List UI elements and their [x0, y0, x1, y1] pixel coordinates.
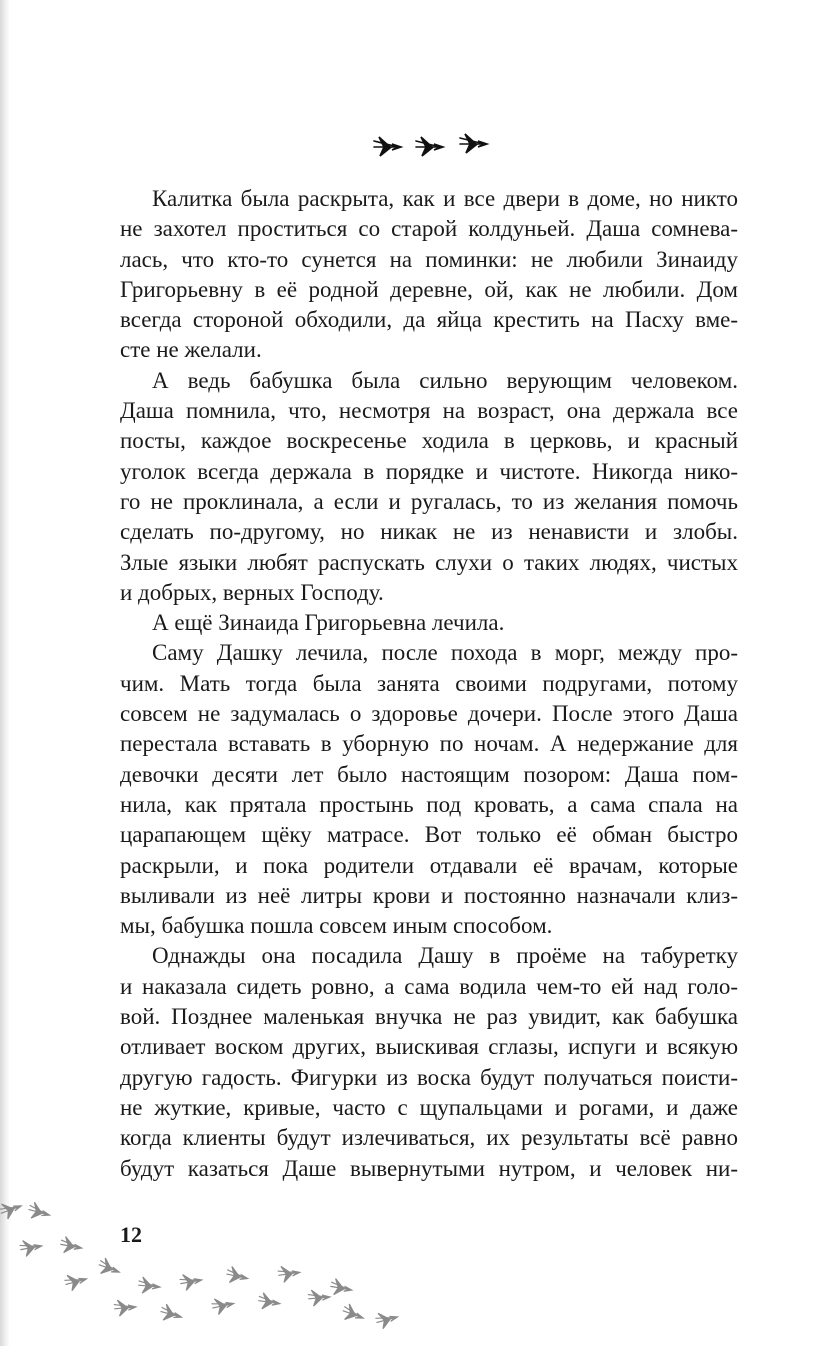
text-line: царапающем щёку матрасе. Вот только её обман быстро	[120, 822, 738, 848]
paragraph	[120, 366, 738, 608]
bird-icon	[211, 1295, 235, 1315]
text-line: го не проклинала, а если и ругалась, то из желания помочь	[120, 488, 738, 514]
text-line: всегда стороной обходили, да яйца крестить на Пасху вме-	[120, 307, 738, 333]
bird-icon	[329, 1278, 353, 1298]
chapter-ornament	[0, 126, 825, 166]
bird-flight-icon	[374, 137, 401, 156]
decorative-bird-flock	[0, 1190, 420, 1346]
bird-icon	[59, 1236, 83, 1256]
body-text	[120, 184, 738, 1184]
page-number: 12	[120, 1222, 142, 1247]
bird-icon	[19, 1238, 43, 1258]
text-line: когда клиенты будут излечиваться, их результаты всё равно	[120, 1125, 738, 1151]
bird-icon	[179, 1272, 203, 1292]
text-line: Даша помнила, что, несмотря на возраст, она держала все	[120, 398, 738, 424]
text-line: не захотел проститься со старой колдуньей. Даша сомнева-	[120, 216, 738, 242]
text-line: мы, бабушка пошла совсем иным способом.	[120, 913, 553, 939]
paragraph	[120, 608, 738, 638]
text-line: перестала вставать в уборную по ночам. А недержание для	[120, 731, 738, 757]
text-line: выливали из неё литры крови и постоянно назначали клиз-	[120, 882, 738, 908]
text-line: Злые языки любят распускать слухи о таких людях, чистых	[120, 549, 738, 575]
bird-icon	[341, 1303, 366, 1325]
text-line: раскрыли, и пока родители отдавали её врачам, которые	[120, 852, 738, 878]
text-line: совсем не задумалась о здоровье дочери. После этого Даша	[120, 701, 738, 727]
bird-icon	[138, 1277, 161, 1295]
bird-icon	[159, 1303, 184, 1324]
text-line: Калитка была раскрыта, как и все двери в доме, но никто	[152, 186, 738, 211]
bird-flight-icon	[416, 137, 443, 156]
text-line: Однажды она посадила Дашу в проёме на табуретку	[152, 943, 738, 969]
bird-icon	[97, 1257, 122, 1279]
text-line: посты, каждое воскресенье ходила в церковь, и красный	[120, 428, 738, 454]
text-line: чим. Мать тогда была занята своими подругами, потому	[120, 670, 738, 696]
text-line: уголок всегда держала в порядке и чистоте. Никогда нико-	[120, 458, 738, 484]
bird-icon	[258, 1292, 281, 1311]
text-line: отливает воском других, выискивая сглазы, испуги и всякую	[120, 1034, 738, 1060]
text-line: лась, что кто-то сунется на поминки: не любили Зинаиду	[120, 246, 738, 272]
bird-icon	[114, 1298, 137, 1316]
bird-icon	[375, 1309, 400, 1330]
text-line: девочки десяти лет было настоящим позором: Даша пом-	[120, 761, 738, 787]
text-line: Саму Дашку лечила, после похода в морг, между про-	[152, 640, 738, 666]
text-line: другую гадость. Фигурки из воска будут получаться поисти-	[120, 1064, 738, 1090]
bird-icon	[27, 1201, 52, 1222]
bird-icon	[278, 1264, 301, 1283]
text-line: сделать по-другому, но никак не из ненависти и злобы.	[120, 519, 738, 545]
bird-icon	[64, 1271, 89, 1292]
text-line: не жуткие, кривые, часто с щупальцами и рогами, и даже	[120, 1094, 738, 1120]
text-line: нила, как прятала простынь под кровать, а сама спала на	[120, 791, 738, 817]
text-line: А ведь бабушка была сильно верующим человеком.	[152, 367, 738, 393]
text-line: и наказала сидеть ровно, а сама водила чем-то ей над голо-	[120, 973, 738, 999]
bird-icon	[308, 1288, 331, 1306]
book-spine-shadow	[0, 0, 10, 1346]
bird-flight-icon	[460, 134, 487, 153]
text-line: А ещё Зинаида Григорьевна лечила.	[152, 610, 505, 636]
paragraph	[120, 184, 738, 366]
text-line: Григорьевну в её родной деревне, ой, как не любили. Дом	[120, 276, 738, 302]
text-line: будут казаться Даше вывернутыми нутром, и человек ни-	[120, 1155, 738, 1181]
bird-icon	[0, 1198, 24, 1220]
bird-icon	[225, 1266, 249, 1286]
paragraph	[120, 941, 738, 1183]
paragraph	[120, 638, 738, 941]
text-line: вой. Позднее маленькая внучка не раз увидит, как бабушка	[120, 1004, 738, 1030]
text-line: сте не желали.	[120, 337, 262, 363]
text-line: и добрых, верных Господу.	[120, 579, 384, 605]
